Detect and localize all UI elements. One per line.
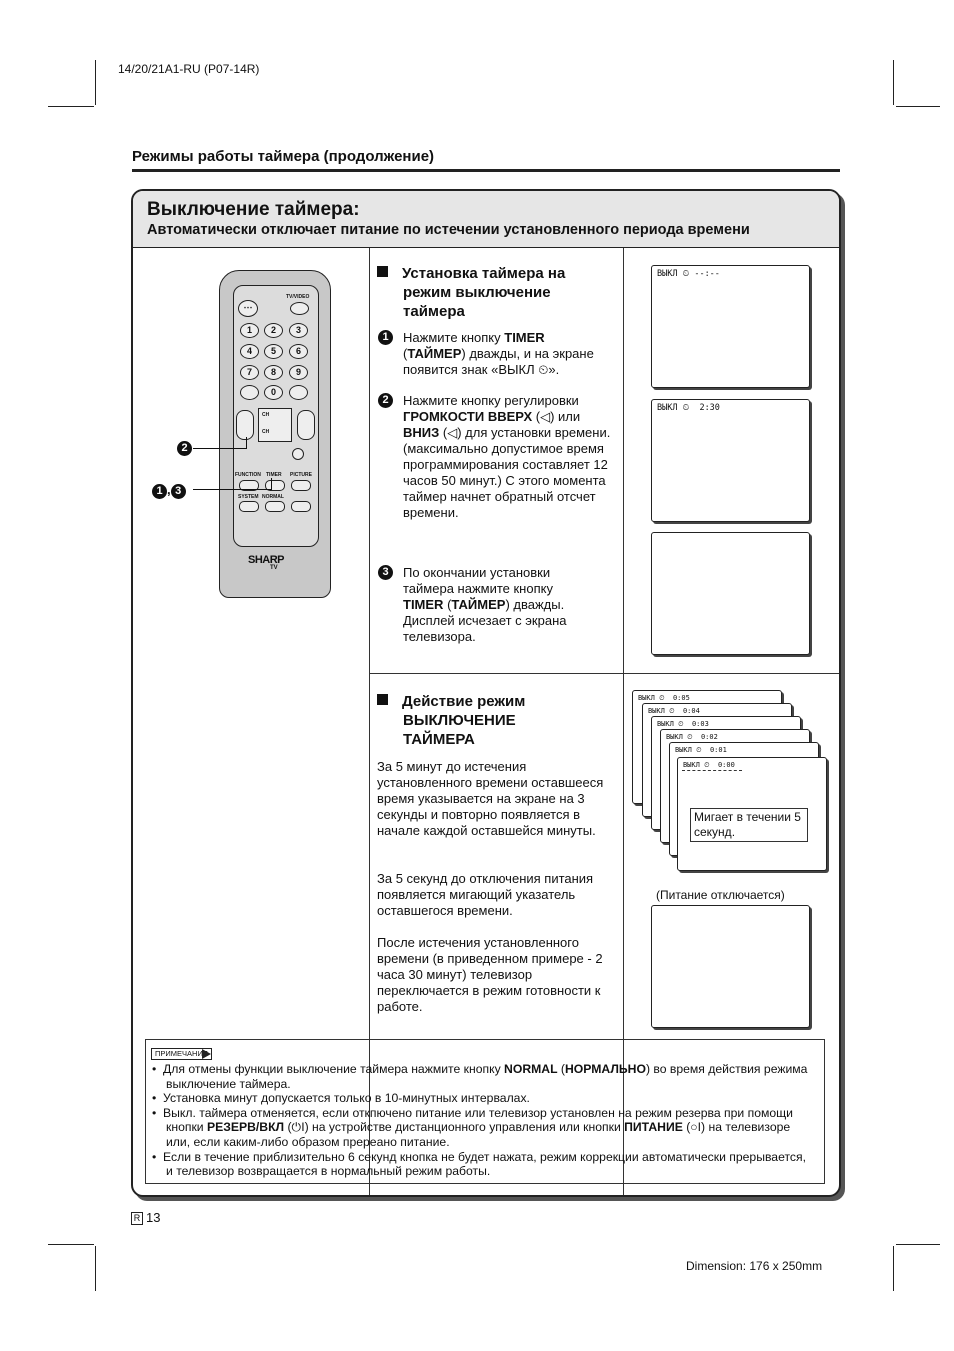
- brand-sub: TV: [270, 565, 278, 571]
- brand-logo: SHARP: [248, 554, 285, 566]
- blink-note: Мигает в течении 5 секунд.: [690, 808, 808, 842]
- system-button: [239, 501, 259, 512]
- action-paragraph: После истечения установленного времени (в приведенном примере - 2 часа 30 минут) телевизор переключается в режим готовности к работе.: [377, 935, 603, 1014]
- callout-line: [246, 437, 247, 449]
- digit-toggle-icon: [289, 385, 308, 400]
- normal-label: NORMAL: [262, 494, 284, 500]
- step-text: (: [443, 597, 452, 612]
- callout-13: 1 , 3: [152, 482, 186, 499]
- digit-button: 8: [264, 365, 283, 380]
- flashback-icon: [240, 385, 259, 400]
- screen-text: ВЫКЛ ⏲ 0:05: [638, 694, 690, 702]
- digit-button: 1: [240, 323, 259, 338]
- step-text: Нажмите кнопку: [403, 330, 505, 345]
- page-number-value: 13: [146, 1210, 161, 1225]
- screen-text: ВЫКЛ ⏲ 0:01: [675, 746, 727, 754]
- doc-code: 14/20/21A1-RU (P07-14R): [118, 62, 260, 76]
- screen-text: ВЫКЛ ⏲ 2:30: [657, 403, 720, 413]
- note-item: • Если в течение приблизительно 6 секунд кнопка не будет нажата, режим коррекции автоматически прерывается, и телевизор возвращается в нормальный режим работы.: [152, 1149, 806, 1179]
- step-bold: ТАЙМЕР: [451, 597, 506, 612]
- action-heading: [377, 692, 567, 749]
- digit-button: 5: [264, 344, 283, 359]
- box-subtitle: Автоматически отключает питание по истечении установленного периода времени: [147, 222, 750, 238]
- step-1-badge: 1: [378, 330, 393, 345]
- volume-down-button: [236, 410, 254, 440]
- page-number: [131, 1210, 160, 1225]
- tv-video-label: TV/VIDEO: [286, 294, 310, 300]
- sound-button: [292, 448, 304, 460]
- action-paragraph: За 5 секунд до отключения питания появляется мигающий указатель оставшегося времени.: [377, 871, 594, 918]
- section-title: Режимы работы таймера (продолжение): [132, 148, 435, 165]
- crop-mark: [893, 1246, 894, 1291]
- box-title: Выключение таймера:: [147, 199, 360, 220]
- step-2-badge: 2: [378, 393, 393, 408]
- note-item: • Для отмены функции выключение таймера нажмите кнопку NORMAL (НОРМАЛЬНО) во время действия режима выключение таймера.: [152, 1062, 808, 1091]
- dimension-label: Dimension: 176 x 250mm: [686, 1259, 823, 1273]
- screen-text: ВЫКЛ ⏲ 0:02: [666, 733, 718, 741]
- tv-screen: [651, 905, 810, 1028]
- action-heading-text: Действие режим ВЫКЛЮЧЕНИЕ ТАЙМЕРА: [402, 693, 526, 748]
- crop-mark: [95, 1246, 96, 1291]
- step-bold: ВНИЗ: [403, 425, 440, 440]
- power-off-label: (Питание отключается): [656, 888, 785, 902]
- bullet-square: [377, 266, 388, 277]
- arrow-right-icon: [202, 1049, 211, 1059]
- picture-button: [291, 480, 311, 491]
- note-item: • Установка минут допускается только в 10-минутных интервалах.: [152, 1091, 530, 1106]
- bullet-square: [377, 694, 388, 705]
- crop-mark: [95, 60, 96, 105]
- remote-control: [219, 270, 331, 598]
- tv-screen: [651, 399, 810, 522]
- digit-button: 2: [264, 323, 283, 338]
- digit-button: 3: [289, 323, 308, 338]
- step-text: ) дважды. Дисплей исчезает с экрана телевизора.: [403, 597, 567, 644]
- step-2-text: [403, 393, 613, 521]
- digit-button: 9: [289, 365, 308, 380]
- tv-video-button: [290, 302, 309, 315]
- crop-mark: [896, 106, 940, 107]
- screen-text: ВЫКЛ ⏲ --:--: [657, 269, 720, 279]
- screen-text: ВЫКЛ ⏲ 0:00: [683, 761, 735, 769]
- note-list: [152, 1062, 812, 1179]
- crop-mark: [893, 60, 894, 105]
- crop-mark: [896, 1244, 940, 1245]
- setting-heading: [377, 264, 592, 321]
- screen-text: ВЫКЛ ⏲ 0:04: [648, 707, 700, 715]
- step-text: ) дважды, и на экране появится знак «ВЫКЛ ⏲».: [403, 346, 594, 377]
- step-text: (◁) для установки времени. (максимально допустимое время программирования составляет 12 часов 50 минут.) С этого момента таймер начнет обратный отсчет времени.: [403, 425, 611, 520]
- callout-line: [193, 489, 272, 490]
- callout-line: [271, 478, 272, 490]
- ch-down-label: CH: [262, 429, 270, 435]
- step-bold: ТАЙМЕР: [407, 346, 462, 361]
- step-bold: TIMER: [504, 330, 545, 345]
- step-text: По окончании установки таймера нажмите кнопку: [403, 565, 553, 596]
- box-header: [133, 191, 839, 248]
- crop-mark: [48, 106, 94, 107]
- power-button-icon: ⋯: [238, 300, 258, 317]
- section-rule: [132, 169, 840, 172]
- crop-mark: [48, 1244, 94, 1245]
- normal-button: [265, 501, 285, 512]
- blink-indicator: [682, 770, 742, 775]
- timer-label: TIMER: [266, 472, 282, 478]
- callout-line: [193, 448, 247, 449]
- note-tag: ПРИМЕЧАНИЕ: [151, 1048, 212, 1060]
- teletext-button: [291, 501, 311, 512]
- step-3-text: [403, 565, 593, 645]
- callout-2: 2: [177, 441, 192, 456]
- system-label: SYSTEM: [238, 494, 259, 500]
- step-3-badge: 3: [378, 565, 393, 580]
- callout-3-badge: 3: [171, 484, 186, 499]
- page-letter: R: [131, 1212, 143, 1225]
- digit-button: 4: [240, 344, 259, 359]
- step-bold: ГРОМКОСТИ ВВЕРХ: [403, 409, 533, 424]
- step-1-text: Нажмите кнопку TIMER (ТАЙМЕР) дважды, и на экране появится знак «ВЫКЛ ⏲».: [403, 330, 594, 377]
- step-text: Нажмите кнопку регулировки: [403, 393, 579, 408]
- step-text: (◁) или: [532, 409, 581, 424]
- ch-up-label: CH: [262, 412, 270, 418]
- remote-panel: [233, 285, 319, 547]
- digit-button: 0: [264, 385, 283, 400]
- row-divider: [369, 673, 839, 674]
- volume-up-button: [297, 410, 315, 440]
- tv-screen: [651, 532, 810, 655]
- digit-button: 6: [289, 344, 308, 359]
- function-label: FUNCTION: [235, 472, 261, 478]
- action-paragraph: За 5 минут до истечения установленного времени оставшееся время указывается на экране на 3 секунды и повторно появляется в начале каждой оставшейся минуты.: [377, 759, 604, 838]
- picture-label: PICTURE: [290, 472, 312, 478]
- step-bold: TIMER: [403, 597, 444, 612]
- callout-1-badge: 1: [152, 484, 167, 499]
- screen-text: ВЫКЛ ⏲ 0:03: [657, 720, 709, 728]
- setting-heading-text: Установка таймера на режим выключение таймера: [402, 265, 566, 320]
- tv-screen: [651, 265, 810, 388]
- digit-button: 7: [240, 365, 259, 380]
- note-item: • Выкл. таймера отменяется, если откпючено питание или телевизор установлен на режим резерва при помощи кнопки РЕЗЕРВ/ВКЛ (⏻I) на устройстве дистанционного управления или кнопки ПИТАНИЕ (○I) на телевизоре или, если каким-либо образом прерeано питание.: [152, 1105, 793, 1149]
